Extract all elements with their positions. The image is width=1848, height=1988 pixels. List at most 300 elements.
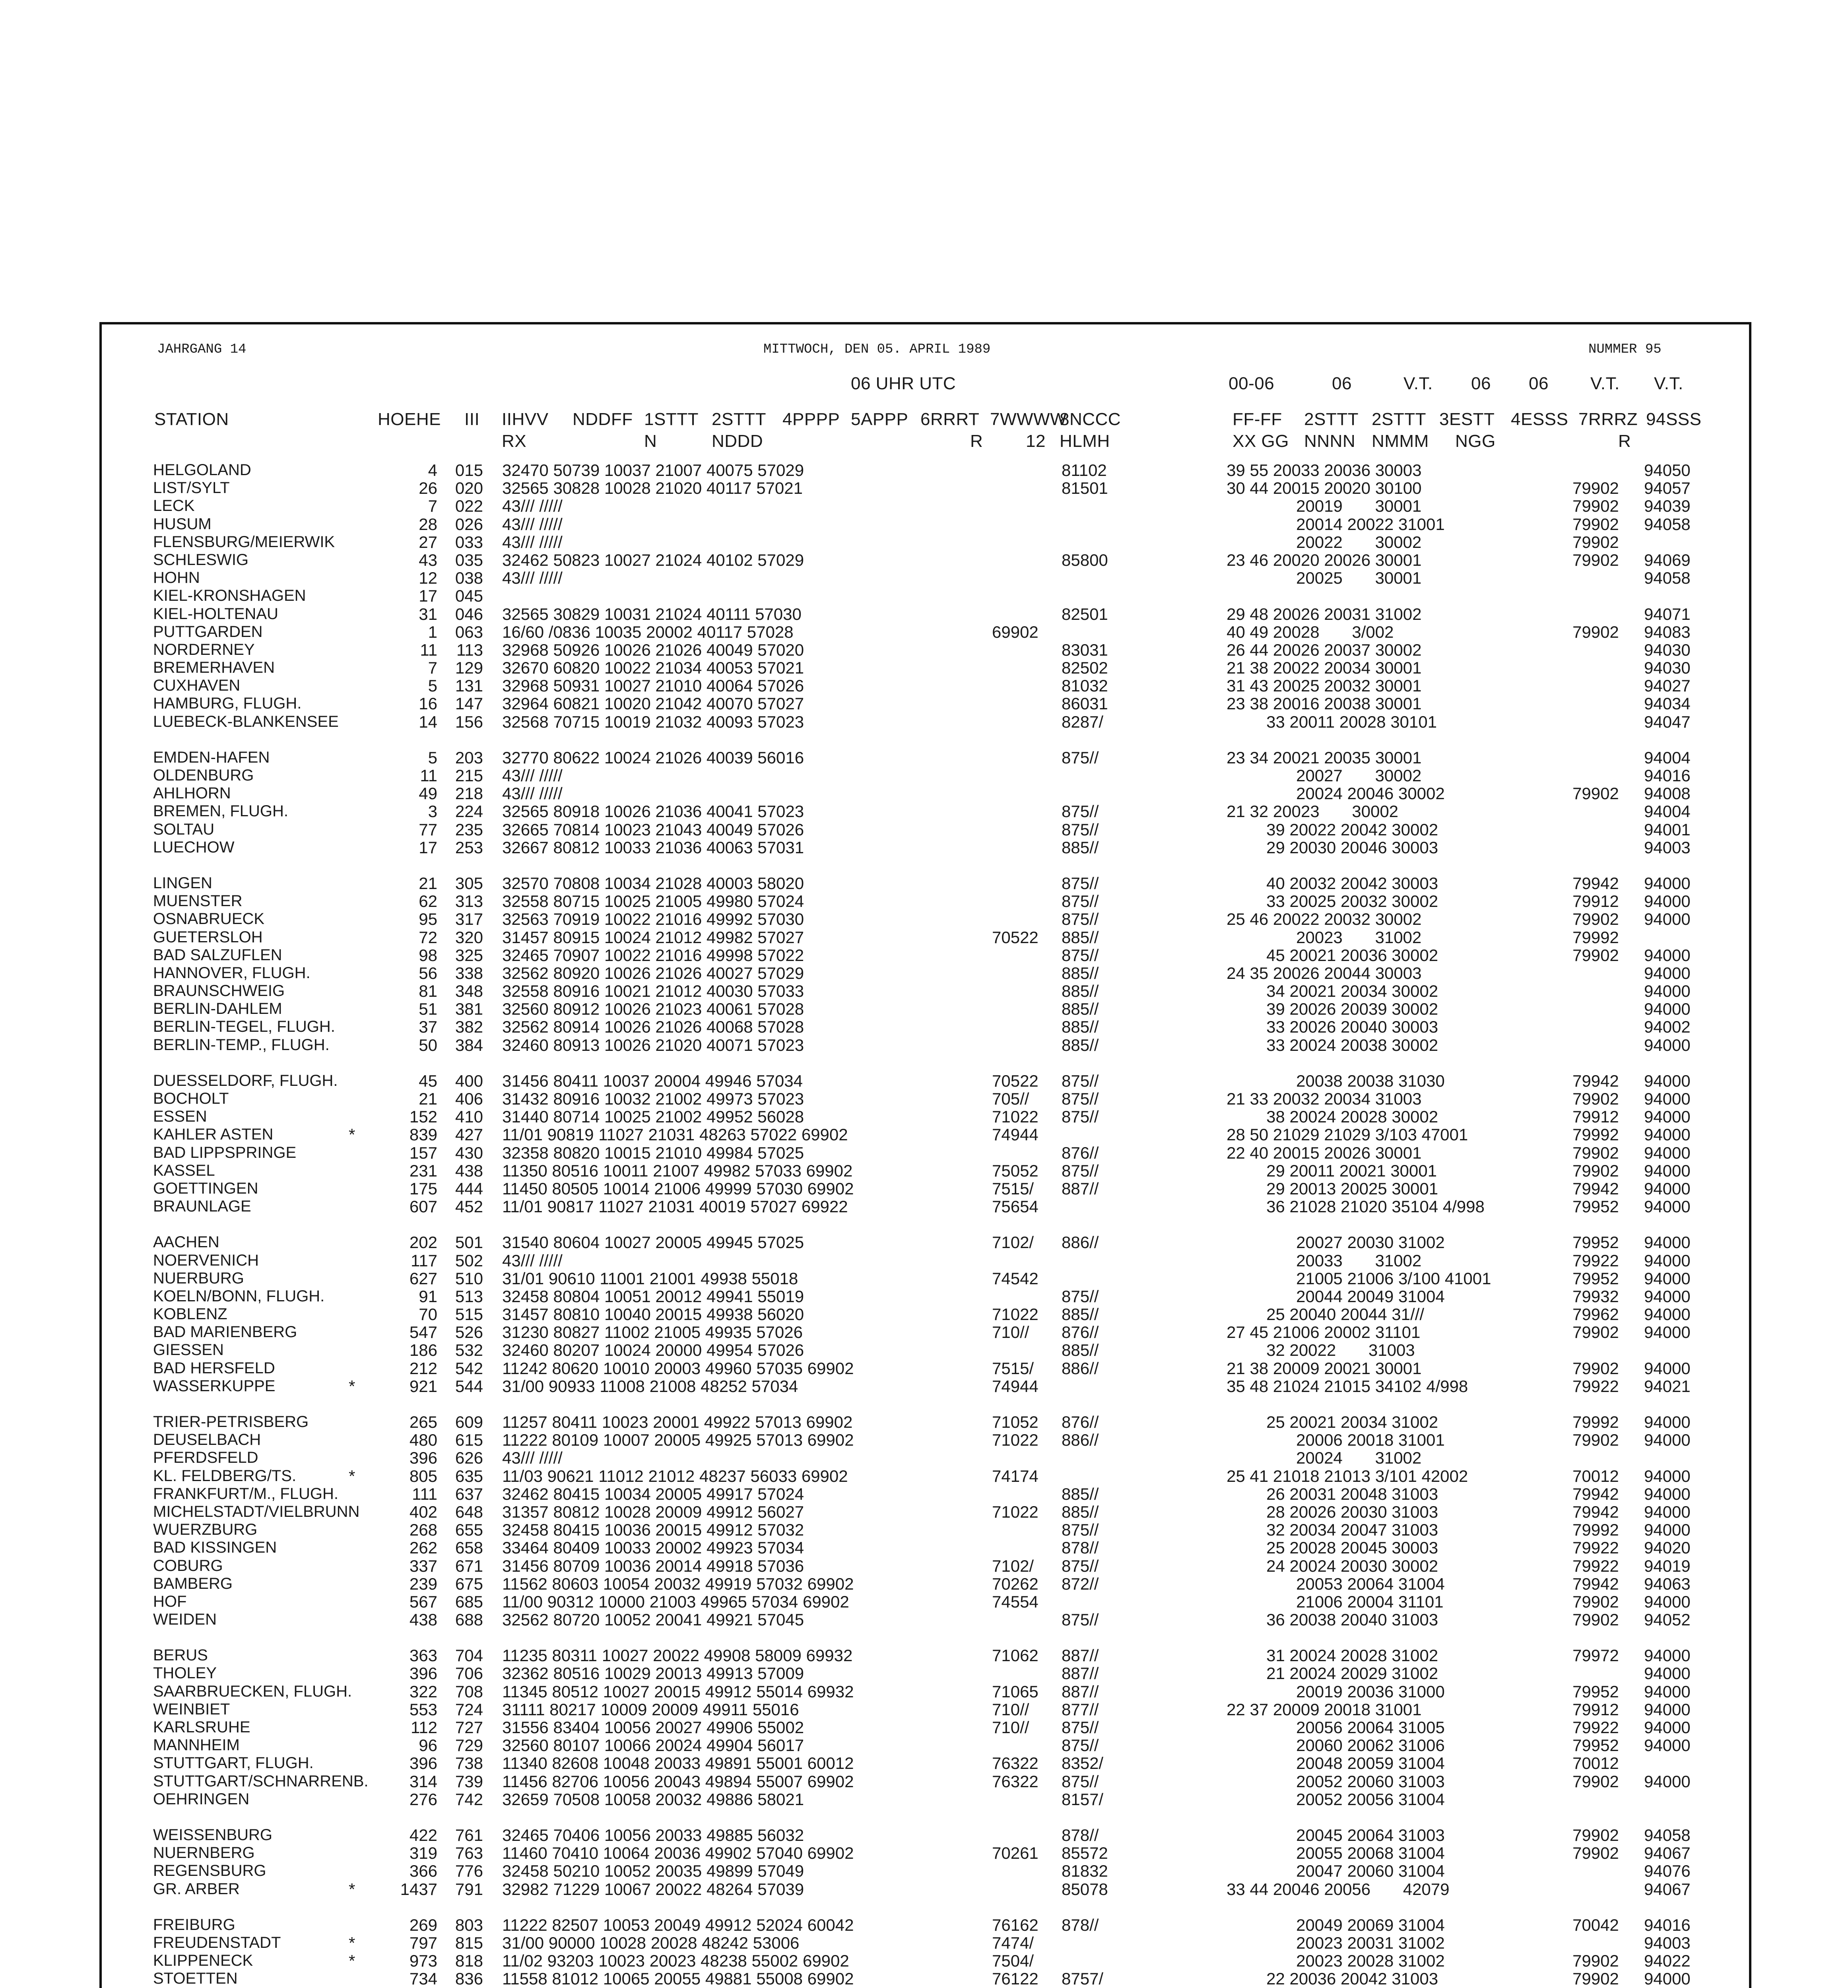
precip-group: 79902 — [1572, 1825, 1619, 1844]
station-height: 262 — [409, 1538, 437, 1557]
weather-group: 7504/ — [992, 1951, 1034, 1971]
cloud-group: 876// — [1062, 1143, 1099, 1162]
block-number: 94000 — [1644, 1969, 1691, 1988]
main-groups: 32558 80916 10021 21012 40030 57033 — [502, 982, 804, 1001]
station-height: 62 — [419, 892, 437, 911]
station-index: 026 — [455, 514, 483, 534]
precip-group: 79922 — [1572, 1556, 1619, 1575]
cloud-group: 877// — [1062, 1700, 1099, 1719]
station-row — [153, 1233, 1728, 1251]
main-groups: 32460 80913 10026 21020 40071 57023 — [502, 1035, 804, 1054]
weather-group: 71062 — [992, 1646, 1039, 1665]
station-height: 37 — [419, 1017, 437, 1037]
section-3-groups: 20033 31002 — [1296, 1251, 1422, 1270]
station-name: REGENSBURG — [153, 1862, 266, 1880]
block-number: 94000 — [1644, 1646, 1691, 1665]
station-height: 95 — [419, 910, 437, 929]
station-height: 319 — [409, 1844, 437, 1863]
cloud-group: 875// — [1062, 1718, 1099, 1737]
section-3-groups: 45 20021 20036 30002 — [1266, 945, 1438, 965]
cloud-group: 885// — [1062, 1035, 1099, 1054]
station-name: LECK — [153, 497, 195, 515]
cloud-group: 875// — [1062, 874, 1099, 893]
station-name: KASSEL — [153, 1161, 215, 1179]
block-number: 94052 — [1644, 1610, 1691, 1629]
station-height: 337 — [409, 1556, 437, 1575]
station-name: BERLIN-TEMP., FLUGH. — [153, 1036, 330, 1054]
station-height: 1437 — [400, 1879, 437, 1899]
station-table — [153, 461, 1728, 1988]
station-height: 7 — [428, 497, 437, 516]
station-index: 218 — [455, 784, 483, 803]
station-name: LINGEN — [153, 874, 212, 892]
block-number: 94000 — [1644, 1664, 1691, 1683]
station-row — [153, 910, 1728, 928]
precip-group: 79942 — [1572, 1071, 1619, 1090]
station-height: 265 — [409, 1413, 437, 1431]
station-index: 532 — [455, 1341, 483, 1360]
station-index: 729 — [455, 1736, 483, 1755]
main-groups: 43/// ///// — [502, 766, 563, 785]
station-row — [153, 839, 1728, 856]
main-groups: 33464 80409 10033 20002 49923 57034 — [502, 1538, 804, 1557]
station-row — [153, 1018, 1728, 1036]
station-index: 510 — [455, 1269, 483, 1288]
station-height: 11 — [420, 766, 437, 785]
station-height: 797 — [409, 1933, 437, 1952]
station-row — [153, 1718, 1728, 1736]
station-row — [153, 713, 1728, 731]
section-3-groups: 29 20030 20046 30003 — [1266, 838, 1438, 857]
main-groups: 32982 71229 10067 20022 48264 57039 — [502, 1879, 804, 1899]
mountain-station-marker: * — [349, 1933, 355, 1952]
main-groups: 11345 80512 10027 20015 49912 55014 69932 — [502, 1682, 854, 1701]
station-row — [153, 1252, 1728, 1270]
station-row — [153, 1557, 1728, 1575]
station-name: BERLIN-DAHLEM — [153, 1000, 282, 1018]
main-groups: 32462 50823 10027 21024 40102 57029 — [502, 550, 804, 569]
section-3-groups: 20048 20059 31004 — [1296, 1754, 1445, 1773]
precip-group: 79902 — [1572, 550, 1619, 569]
station-row — [153, 1773, 1728, 1790]
main-groups: 11242 80620 10010 20003 49960 57035 69902 — [502, 1359, 854, 1378]
station-height: 4 — [428, 461, 437, 480]
section-3-groups: 29 20011 20021 30001 — [1266, 1161, 1437, 1180]
station-name: KIEL-KRONSHAGEN — [153, 587, 306, 605]
col-iii: III — [464, 410, 480, 429]
station-row — [153, 1413, 1728, 1431]
col-7rrrz: 7RRRZ — [1578, 410, 1638, 429]
group-separator — [153, 1054, 1728, 1072]
station-row — [153, 821, 1728, 839]
station-row — [153, 1754, 1728, 1772]
period-label-6: V.T. — [1590, 374, 1620, 393]
section-3-groups: 20055 20068 31004 — [1296, 1844, 1445, 1863]
station-height: 77 — [419, 820, 437, 839]
section-3-groups: 26 20031 20048 31003 — [1266, 1484, 1438, 1503]
main-groups: 32560 80912 10026 21023 40061 57028 — [502, 1000, 804, 1019]
station-name: GUETERSLOH — [153, 928, 263, 946]
station-height: 1 — [428, 622, 437, 641]
main-groups: 43/// ///// — [502, 532, 563, 551]
precip-group: 79962 — [1572, 1305, 1619, 1324]
period-label-1: 00-06 — [1229, 374, 1275, 393]
block-number: 94000 — [1644, 1323, 1691, 1342]
station-name: AACHEN — [153, 1233, 219, 1251]
station-name: CUXHAVEN — [153, 677, 241, 695]
cloud-group: 875// — [1062, 910, 1099, 929]
station-index: 410 — [455, 1107, 483, 1126]
station-height: 276 — [409, 1790, 437, 1809]
station-height: 567 — [409, 1592, 437, 1611]
station-index: 637 — [455, 1484, 483, 1503]
station-index: 688 — [455, 1610, 483, 1629]
main-groups: 11340 82608 10048 20033 49891 55001 60012 — [502, 1754, 854, 1773]
station-row — [153, 641, 1728, 659]
section-3-groups: 35 48 21024 21015 34102 4/998 — [1227, 1376, 1468, 1396]
station-row — [153, 1844, 1728, 1862]
main-groups: 31357 80812 10028 20009 49912 56027 — [502, 1502, 804, 1521]
station-name: BREMEN, FLUGH. — [153, 802, 289, 820]
precip-group: 79942 — [1572, 874, 1619, 893]
section-3-groups: 20044 20049 31004 — [1296, 1287, 1445, 1306]
precip-group: 79922 — [1572, 1376, 1619, 1396]
station-name: LIST/SYLT — [153, 479, 230, 497]
block-number: 94000 — [1644, 1143, 1691, 1162]
station-row — [153, 587, 1728, 605]
mountain-station-marker: * — [349, 1376, 355, 1396]
weather-group: 71022 — [992, 1305, 1039, 1324]
weather-group: 705// — [992, 1089, 1029, 1108]
station-index: 033 — [455, 532, 483, 551]
cloud-group: 885// — [1062, 838, 1099, 857]
weather-group: 74554 — [992, 1592, 1039, 1611]
weather-group: 7515/ — [992, 1179, 1034, 1198]
station-index: 253 — [455, 838, 483, 857]
station-height: 314 — [409, 1772, 437, 1791]
col-nnnn: NNNN — [1304, 431, 1356, 451]
station-name: OLDENBURG — [153, 767, 254, 784]
cloud-group: 887// — [1062, 1682, 1099, 1701]
station-row — [153, 784, 1728, 802]
station-height: 117 — [411, 1251, 437, 1270]
station-row — [153, 1826, 1728, 1844]
section-3-groups: 29 48 20026 20031 31002 — [1227, 604, 1422, 623]
section-3-groups: 32 20022 31003 — [1266, 1341, 1415, 1360]
section-3-groups: 20038 20038 31030 — [1296, 1071, 1445, 1090]
station-name: NORDERNEY — [153, 641, 255, 658]
cloud-group: 875// — [1062, 1736, 1099, 1755]
section-3-groups: 21 20024 20029 31002 — [1266, 1664, 1438, 1683]
block-number: 94002 — [1644, 1017, 1691, 1037]
station-index: 452 — [455, 1197, 483, 1216]
station-row — [153, 1126, 1728, 1143]
cloud-group: 875// — [1062, 1089, 1099, 1108]
station-height: 112 — [411, 1718, 437, 1737]
block-number: 94069 — [1644, 550, 1691, 569]
station-row — [153, 1377, 1728, 1395]
block-number: 94004 — [1644, 748, 1691, 767]
group-separator — [153, 1808, 1728, 1826]
station-height: 11 — [420, 640, 437, 659]
station-name: MICHELSTADT/VIELBRUNN — [153, 1503, 360, 1520]
station-name: NUERBURG — [153, 1269, 244, 1287]
block-number: 94016 — [1644, 1915, 1691, 1934]
block-number: 94000 — [1644, 1287, 1691, 1306]
section-3-groups: 31 43 20025 20032 30001 — [1227, 676, 1422, 695]
precip-group: 79902 — [1572, 532, 1619, 551]
station-height: 98 — [419, 945, 437, 965]
station-index: 706 — [455, 1664, 483, 1683]
section-3-groups: 21 33 20032 20034 31003 — [1227, 1089, 1422, 1108]
station-name: BAD SALZUFLEN — [153, 946, 282, 964]
block-number: 94020 — [1644, 1538, 1691, 1557]
cloud-group: 886// — [1062, 1359, 1099, 1378]
weather-group: 71052 — [992, 1413, 1039, 1431]
section-3-groups: 31 20024 20028 31002 — [1266, 1646, 1438, 1665]
station-height: 49 — [419, 784, 437, 803]
block-number: 94000 — [1644, 1682, 1691, 1701]
station-height: 21 — [419, 874, 437, 893]
station-row — [153, 623, 1728, 641]
block-number: 94000 — [1644, 1700, 1691, 1719]
cloud-group: 885// — [1062, 1305, 1099, 1324]
precip-group: 79902 — [1572, 1359, 1619, 1378]
station-height: 51 — [419, 1000, 437, 1019]
station-name: STUTTGART, FLUGH. — [153, 1754, 314, 1772]
station-row — [153, 1521, 1728, 1539]
station-row — [153, 1611, 1728, 1629]
precip-group: 79992 — [1572, 1520, 1619, 1540]
precip-group: 79942 — [1572, 1484, 1619, 1503]
period-label-3: V.T. — [1403, 374, 1433, 393]
mountain-station-marker: * — [349, 1466, 355, 1485]
precip-group: 79902 — [1572, 479, 1619, 498]
station-name: OEHRINGEN — [153, 1790, 250, 1808]
main-groups: 32558 80715 10025 21005 49980 57024 — [502, 892, 804, 911]
precip-group: 79912 — [1572, 892, 1619, 911]
block-number: 94067 — [1644, 1879, 1691, 1899]
weather-group: 75052 — [992, 1161, 1039, 1180]
block-number: 94000 — [1644, 1772, 1691, 1791]
station-name: WEIDEN — [153, 1611, 217, 1629]
station-name: AHLHORN — [153, 784, 231, 802]
precip-group: 79942 — [1572, 1179, 1619, 1198]
col-nmmm: NMMM — [1372, 431, 1429, 451]
station-row — [153, 1072, 1728, 1090]
main-groups: 43/// ///// — [502, 569, 563, 588]
block-number: 94000 — [1644, 910, 1691, 929]
station-row — [153, 1431, 1728, 1449]
station-name: KOBLENZ — [153, 1305, 227, 1323]
precip-group: 79952 — [1572, 1736, 1619, 1755]
station-row — [153, 677, 1728, 695]
main-groups: 32470 50739 10037 21007 40075 57029 — [502, 461, 804, 480]
station-name: BERLIN-TEGEL, FLUGH. — [153, 1018, 335, 1036]
precip-group: 79902 — [1572, 1431, 1619, 1450]
main-groups: 32659 70508 10058 20032 49886 58021 — [502, 1790, 804, 1809]
section-3-groups: 24 20024 20030 30002 — [1266, 1556, 1438, 1575]
precip-group: 70042 — [1572, 1915, 1619, 1934]
precip-group: 79992 — [1572, 1125, 1619, 1144]
station-height: 5 — [428, 676, 437, 695]
mountain-station-marker: * — [349, 1125, 355, 1144]
station-name: STOETTEN — [153, 1970, 238, 1988]
cloud-group: 875// — [1062, 1520, 1099, 1540]
main-groups: 32562 80720 10052 20041 49921 57045 — [502, 1610, 804, 1629]
weather-group: 74944 — [992, 1125, 1039, 1144]
main-groups: 11460 70410 10064 20036 49902 57040 69902 — [502, 1844, 854, 1863]
station-row — [153, 1575, 1728, 1593]
section-3-groups: 33 20026 20040 30003 — [1266, 1017, 1438, 1037]
station-index: 742 — [455, 1790, 483, 1809]
station-height: 231 — [409, 1161, 437, 1180]
station-index: 020 — [455, 479, 483, 498]
cloud-group: 885// — [1062, 1000, 1099, 1019]
station-index: 609 — [455, 1413, 483, 1431]
station-index: 038 — [455, 569, 483, 588]
col-ngg: NGG — [1455, 431, 1496, 451]
weather-group: 7474/ — [992, 1933, 1034, 1952]
station-name: GR. ARBER — [153, 1880, 240, 1898]
precip-group: 79902 — [1572, 945, 1619, 965]
station-index: 427 — [455, 1125, 483, 1144]
station-name: SCHLESWIG — [153, 551, 249, 569]
station-index: 803 — [455, 1915, 483, 1934]
station-index: 708 — [455, 1682, 483, 1701]
station-row — [153, 1790, 1728, 1808]
section-3-groups: 21 38 20009 20021 30001 — [1227, 1359, 1422, 1378]
cloud-group: 875// — [1062, 1610, 1099, 1629]
station-row — [153, 1449, 1728, 1467]
cloud-group: 878// — [1062, 1825, 1099, 1844]
block-number: 94071 — [1644, 604, 1691, 623]
col-94sss: 94SSS — [1646, 410, 1702, 429]
weather-group: 76322 — [992, 1754, 1039, 1773]
station-name: BRAUNLAGE — [153, 1198, 251, 1215]
main-groups: 32565 80918 10026 21036 40041 57023 — [502, 802, 804, 821]
station-height: 921 — [409, 1376, 437, 1396]
station-height: 553 — [409, 1700, 437, 1719]
col-hlmh: HLMH — [1060, 431, 1110, 451]
col-8nccc: 8NCCC — [1060, 410, 1121, 429]
main-groups: 32458 80804 10051 20012 49941 55019 — [502, 1287, 804, 1306]
col-12: 12 — [1026, 431, 1046, 451]
station-name: KOELN/BONN, FLUGH. — [153, 1287, 325, 1305]
station-index: 381 — [455, 1000, 483, 1019]
station-index: 615 — [455, 1431, 483, 1450]
precip-group: 79932 — [1572, 1287, 1619, 1306]
precip-group: 79922 — [1572, 1251, 1619, 1270]
station-index: 046 — [455, 604, 483, 623]
station-row — [153, 1323, 1728, 1341]
block-number: 94016 — [1644, 766, 1691, 785]
station-height: 157 — [409, 1143, 437, 1162]
station-row — [153, 928, 1728, 946]
station-row — [153, 659, 1728, 677]
precip-group: 79902 — [1572, 1089, 1619, 1108]
section-3-groups: 29 20013 20025 30001 — [1266, 1179, 1438, 1198]
main-groups: 43/// ///// — [502, 497, 563, 516]
station-row — [153, 1108, 1728, 1126]
jahrgang-label: JAHRGANG 14 — [157, 342, 247, 357]
group-separator — [153, 731, 1728, 749]
station-index: 430 — [455, 1143, 483, 1162]
main-groups: 11456 82706 10056 20043 49894 55007 69902 — [502, 1772, 854, 1791]
section-3-groups: 36 20038 20040 31003 — [1266, 1610, 1438, 1629]
precip-group: 79902 — [1572, 1844, 1619, 1863]
precip-group: 79902 — [1572, 1143, 1619, 1162]
station-row — [153, 1162, 1728, 1180]
col-2sttt-c: 2STTT — [1372, 410, 1426, 429]
station-height: 21 — [419, 1089, 437, 1108]
station-height: 422 — [409, 1825, 437, 1844]
main-groups: 32665 70814 10023 21043 40049 57026 — [502, 820, 804, 839]
station-row — [153, 874, 1728, 892]
col-ihvv: IIHVV — [502, 410, 549, 429]
cloud-group: 82501 — [1062, 604, 1108, 623]
main-groups: 43/// ///// — [502, 514, 563, 534]
block-number: 94003 — [1644, 1933, 1691, 1952]
station-name: THOLEY — [153, 1664, 217, 1682]
main-groups: 11235 80311 10027 20022 49908 58009 69932 — [502, 1646, 853, 1665]
section-3-groups: 21 38 20022 20034 30001 — [1227, 658, 1422, 678]
main-groups: 11257 80411 10023 20001 49922 57013 69902 — [502, 1413, 853, 1431]
weather-group: 710// — [992, 1700, 1029, 1719]
section-3-groups: 25 20040 20044 31/// — [1266, 1305, 1425, 1324]
precip-group: 79952 — [1572, 1269, 1619, 1288]
section-3-groups: 25 46 20022 20032 30002 — [1227, 910, 1422, 929]
section-3-groups: 40 20032 20042 30003 — [1266, 874, 1438, 893]
section-3-groups: 39 20022 20042 30002 — [1266, 820, 1438, 839]
precip-group: 79942 — [1572, 1502, 1619, 1521]
precip-group: 79992 — [1572, 1413, 1619, 1431]
weather-group: 76122 — [992, 1969, 1039, 1988]
main-groups: 31457 80915 10024 21012 49982 57027 — [502, 928, 804, 947]
station-index: 635 — [455, 1466, 483, 1485]
station-row — [153, 479, 1728, 497]
station-name: STUTTGART/SCHNARRENB. — [153, 1772, 369, 1790]
block-number: 94003 — [1644, 838, 1691, 857]
block-number: 94000 — [1644, 1718, 1691, 1737]
station-row — [153, 1539, 1728, 1557]
main-groups: 31432 80916 10032 21002 49973 57023 — [502, 1089, 804, 1108]
main-groups: 32358 80820 10015 21010 49984 57025 — [502, 1143, 804, 1162]
station-name: MANNHEIM — [153, 1736, 240, 1754]
station-index: 045 — [455, 586, 483, 606]
weather-group: 71022 — [992, 1107, 1039, 1126]
station-index: 317 — [455, 910, 483, 929]
station-height: 396 — [409, 1664, 437, 1683]
col-nddff: NDDFF — [573, 410, 633, 429]
main-groups: 32968 50931 10027 21010 40064 57026 — [502, 676, 804, 695]
weather-group: 70522 — [992, 1071, 1039, 1090]
station-row — [153, 1646, 1728, 1664]
section-3-groups: 23 38 20016 20038 30001 — [1227, 694, 1422, 713]
col-6rrrt: 6RRRT — [920, 410, 980, 429]
station-row — [153, 515, 1728, 533]
block-number: 94058 — [1644, 1825, 1691, 1844]
section-3-groups: 20023 20028 31002 — [1296, 1951, 1445, 1971]
utc-label: 06 UHR UTC — [851, 374, 956, 393]
station-height: 607 — [409, 1197, 437, 1216]
station-row — [153, 551, 1728, 569]
section-3-groups: 20019 30001 — [1296, 497, 1422, 516]
station-index: 203 — [455, 748, 483, 767]
station-index: 542 — [455, 1359, 483, 1378]
block-number: 94000 — [1644, 1035, 1691, 1054]
station-height: 70 — [419, 1305, 437, 1324]
